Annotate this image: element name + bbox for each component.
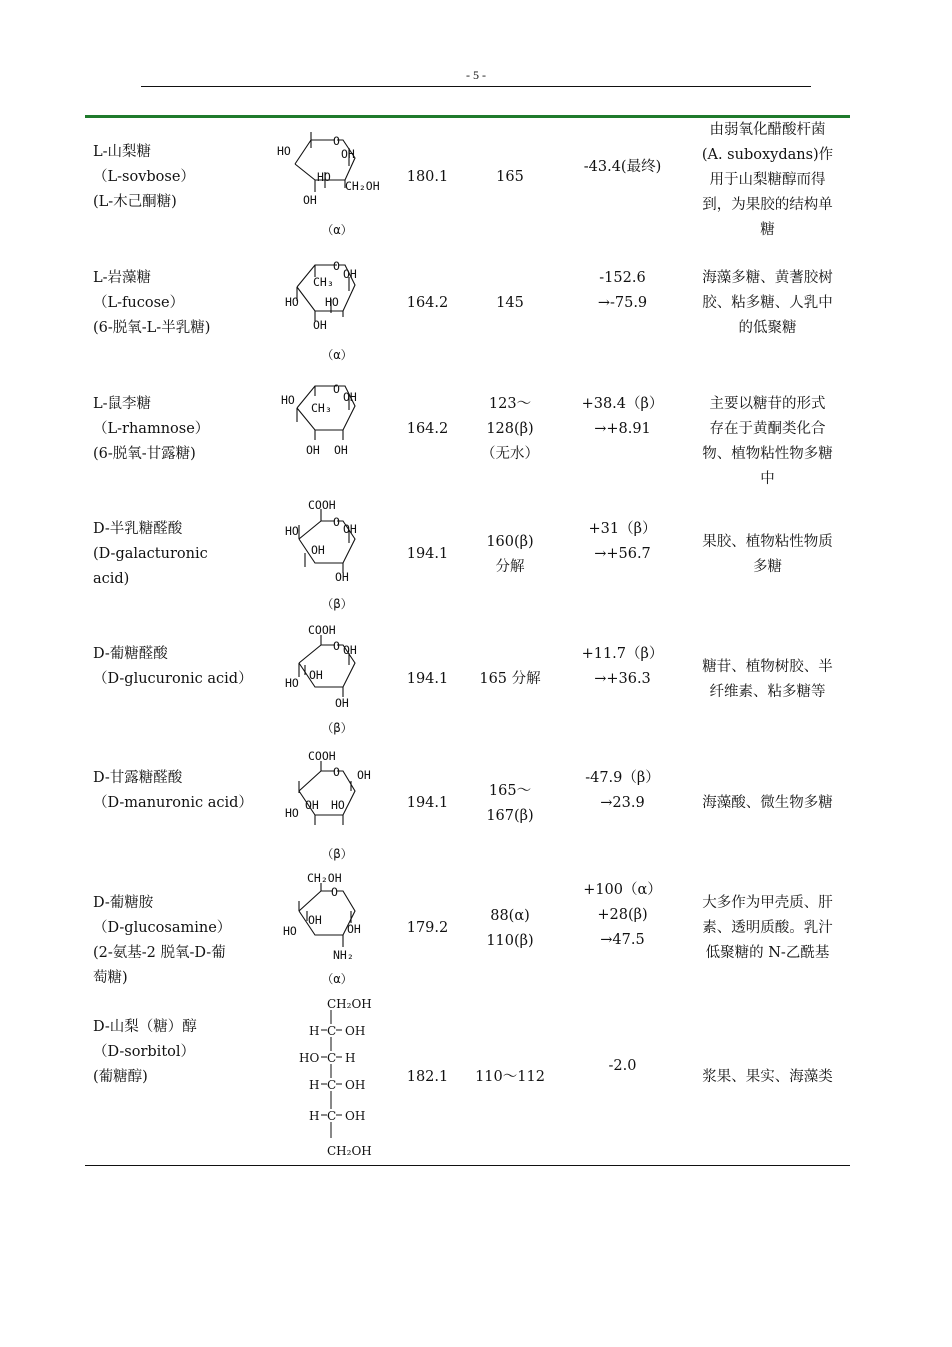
melting-point [460,392,560,467]
mp-line: 165 [496,169,524,185]
mp-line: 167(β) [486,807,534,824]
structure-label: NH₂ [333,948,354,962]
mp-line: 165 分解 [479,671,541,687]
structure-label: OH [343,643,357,657]
structure-label: OH [335,570,349,584]
mw-value: 194.1 [406,671,449,687]
name-line: D-山梨（糖）醇 [93,1019,197,1035]
molecular-weight [395,891,460,966]
molecular-weight [395,140,460,215]
source-line: (A. suboxydans)作 [701,146,834,163]
structure-label: O [333,765,340,779]
mw-value: 182.1 [406,1069,449,1085]
molecular-weight [395,1065,460,1090]
source-line: 果胶、植物粘性物质 [702,533,833,550]
structure-label: OH [303,193,317,207]
optical-rotation [565,878,680,953]
structure-label: HO [317,170,331,184]
rotation-line: +100（α） [583,882,662,898]
source-line: 海藻酸、微生物多糖 [702,795,833,811]
name-line: （L-rhamnose） [93,421,210,437]
structure-label: OH [345,1109,366,1123]
rotation-line: -47.9（β） [585,770,660,786]
mw-value: 164.2 [406,295,449,311]
molecular-weight [395,266,460,341]
name-cell [93,266,273,341]
structure-label: OH [306,443,320,457]
source-line: 糖苷、植物树胶、半 [702,658,833,675]
source-line: 大多作为甲壳质、肝 [702,895,833,911]
structure-label: O [331,885,338,899]
name-line: D-甘露糖醛酸 [93,770,183,786]
name-line: D-葡糖胺 [93,895,154,911]
structure-label: HO [325,295,339,309]
name-cell [93,642,273,692]
structure-cell [275,745,395,867]
optical-rotation [565,392,680,442]
structure-label: O [333,639,340,653]
name-line: D-葡糖醛酸 [93,646,168,662]
name-line: （D-sorbitol） [93,1044,196,1060]
name-cell [93,517,273,592]
table-row [85,993,850,1163]
mw-value: 164.2 [406,421,449,437]
name-line: L-岩藻糖 [93,270,152,286]
mp-line: 160(β) [486,533,534,550]
melting-point [460,1065,560,1090]
source-cell [690,1065,845,1090]
molecular-weight [395,766,460,841]
rotation-line: +28(β) [597,907,648,923]
structure-label: C [327,1024,337,1038]
source-line: 浆果、果实、海藻类 [702,1069,833,1085]
galacturonic-acid-structure [275,495,395,617]
mw-value: 194.1 [406,546,449,562]
name-line: (2-氨基-2 脱氧-D-葡 [93,945,226,961]
structure-label: C [327,1109,337,1123]
mp-line: （无水） [481,446,539,462]
anomer-label: （α） [321,348,353,362]
structure-label: COOH [308,623,336,637]
structure-label: H [345,1051,356,1065]
mp-line: 128(β) [486,421,534,437]
molecular-weight [395,642,460,717]
structure-label: OH [343,390,357,404]
name-cell [93,140,273,215]
name-line: （D-manuronic acid） [93,795,253,811]
name-line: D-半乳糖醛酸 [93,521,183,537]
name-line: 萄糖) [93,970,128,986]
source-line: 胶、粘多糖、人乳中 [702,295,833,311]
source-cell [690,266,845,341]
structure-label: CH₃ [313,275,334,289]
source-line: 多糖 [753,558,782,575]
structure-label: HO [285,295,299,309]
rotation-line: →+8.91 [594,421,651,437]
structure-cell [275,495,395,617]
melting-point [460,517,560,592]
structure-label: OH [357,768,371,782]
table-row [85,118,850,244]
melting-point [460,891,560,966]
rotation-line: →47.5 [600,932,645,948]
name-cell [93,891,273,991]
structure-label: OH [305,798,319,812]
source-cell [690,766,845,841]
structure-label: OH [347,922,361,936]
source-line: 的低聚糖 [738,320,797,336]
name-line: （D-glucosamine） [93,920,232,936]
name-cell [93,1015,273,1090]
name-line: acid) [93,571,130,587]
structure-label: HO [299,1051,320,1065]
melting-point [460,642,560,717]
structure-cell [275,993,395,1163]
rhamnose-structure [275,380,395,492]
structure-cell [275,118,395,244]
table-row [85,619,850,741]
mp-line: 123～ [488,396,532,412]
structure-label: HO [331,798,345,812]
name-line: (葡糖醇) [93,1069,148,1085]
source-cell [690,517,845,592]
rotation-line: →23.9 [600,795,645,811]
structure-label: COOH [308,749,336,763]
structure-label: CH₃ [311,401,332,415]
table-bottom-rule [85,1165,850,1166]
fucose-structure [275,255,395,370]
molecular-weight [395,517,460,592]
melting-point [460,140,560,215]
mw-value: 180.1 [406,169,449,185]
source-line: 主要以糖苷的形式 [709,396,826,412]
name-line: L-山梨糖 [93,144,152,160]
source-line: 存在于黄酮类化合 [709,421,826,437]
structure-label: CH₂OH [345,179,380,193]
rotation-line: →+56.7 [594,546,651,562]
structure-label: H [309,1109,320,1123]
structure-label: C [327,1078,337,1092]
molecular-weight [395,392,460,467]
mp-line: 145 [496,295,524,311]
anomer-label: （β） [321,847,353,861]
rotation-line: -43.4(最终) [583,158,662,175]
glucosamine-structure [275,867,395,992]
name-line: (6-脱氧-甘露糖) [93,446,196,462]
table-row [85,495,850,617]
structure-cell [275,255,395,370]
structure-cell [275,619,395,741]
name-line: （D-glucuronic acid） [93,671,253,687]
structure-label: HO [285,806,299,820]
source-cell [690,118,845,242]
source-cell [690,642,845,717]
mannuronic-acid-structure [275,745,395,867]
structure-label: OH [335,696,349,710]
table-row [85,255,850,370]
optical-rotation [565,118,680,216]
mp-line: 110(β) [486,932,534,949]
rotation-line: -152.6 [599,270,646,286]
table-row [85,745,850,867]
structure-label: HO [283,924,297,938]
structure-label: OH [308,913,322,927]
optical-rotation [565,642,680,692]
page-number: - 5 - [466,68,486,82]
structure-label: OH [345,1078,366,1092]
source-line: 糖 [760,221,775,238]
structure-label: OH [313,318,327,332]
source-line: 素、透明质酸。乳汁 [702,920,833,936]
name-line: （L-fucose） [93,295,185,311]
source-line: 低聚糖的 N-乙酰基 [705,945,830,961]
rotation-line: →+36.3 [594,671,651,687]
structure-label: CH₂OH [327,1144,372,1158]
name-line: L-鼠李糖 [93,396,152,412]
anomer-label: （β） [321,597,353,611]
table-row [85,867,850,992]
mp-line: 165～ [488,782,532,799]
name-line: (6-脱氧-L-半乳糖) [93,320,211,336]
structure-label: HO [285,524,299,538]
structure-label: OH [343,522,357,536]
anomer-label: （α） [321,223,353,237]
structure-label: OH [345,1024,366,1038]
mw-value: 194.1 [406,795,449,811]
structure-label: OH [309,668,323,682]
structure-label: H [309,1078,320,1092]
rotation-line: →-75.9 [597,295,648,311]
structure-label: HO [277,144,291,158]
name-cell [93,766,273,816]
mp-line: 88(α) [490,907,530,924]
optical-rotation [565,1054,680,1079]
anomer-label: （α） [321,972,353,986]
melting-point [460,766,560,841]
structure-cell [275,867,395,992]
structure-label: HO [281,393,295,407]
mw-value: 179.2 [406,920,449,936]
name-line: （L-sovbose） [93,169,195,185]
source-cell [690,891,845,966]
mp-line: 110～112 [475,1069,545,1085]
structure-label: OH [311,543,325,557]
sorbitol-fischer-projection [275,993,395,1163]
structure-label: OH [341,147,355,161]
source-line: 到，为果胶的结构单 [702,196,833,213]
name-line: (L-木己酮糖) [93,194,177,210]
sorbose-structure [275,118,395,244]
structure-label: CH₂OH [327,997,372,1011]
glucuronic-acid-structure [275,619,395,741]
structure-cell [275,380,395,492]
structure-label: COOH [308,498,336,512]
source-line: 纤维素、粘多糖等 [709,683,826,700]
structure-label: O [333,515,340,529]
structure-label: H [309,1024,320,1038]
source-line: 中 [760,471,775,487]
name-line: (D-galacturonic [93,546,208,562]
optical-rotation [565,517,680,567]
structure-label: O [333,382,340,396]
source-line: 用于山梨糖醇而得 [709,171,826,188]
header-rule [141,86,811,87]
table-row [85,380,850,492]
optical-rotation [565,266,680,316]
melting-point [460,266,560,341]
rotation-line: -2.0 [608,1058,637,1074]
structure-label: OH [343,267,357,281]
optical-rotation [565,766,680,816]
name-cell [93,392,273,467]
rotation-line: +31（β） [588,521,657,537]
source-line: 由弱氧化醋酸杆菌 [709,121,826,138]
structure-label: CH₂OH [307,871,342,885]
anomer-label: （β） [321,721,353,735]
rotation-line: +11.7（β） [581,646,664,662]
structure-label: C [327,1051,337,1065]
source-line: 物、植物粘性物多糖 [702,446,833,462]
source-cell [690,392,845,492]
structure-label: HO [285,676,299,690]
rotation-line: +38.4（β） [581,396,664,412]
structure-label: O [333,134,340,148]
structure-label: OH [334,443,348,457]
source-line: 海藻多糖、黄蓍胶树 [702,270,833,286]
mp-line: 分解 [495,558,525,575]
structure-label: O [333,259,340,273]
